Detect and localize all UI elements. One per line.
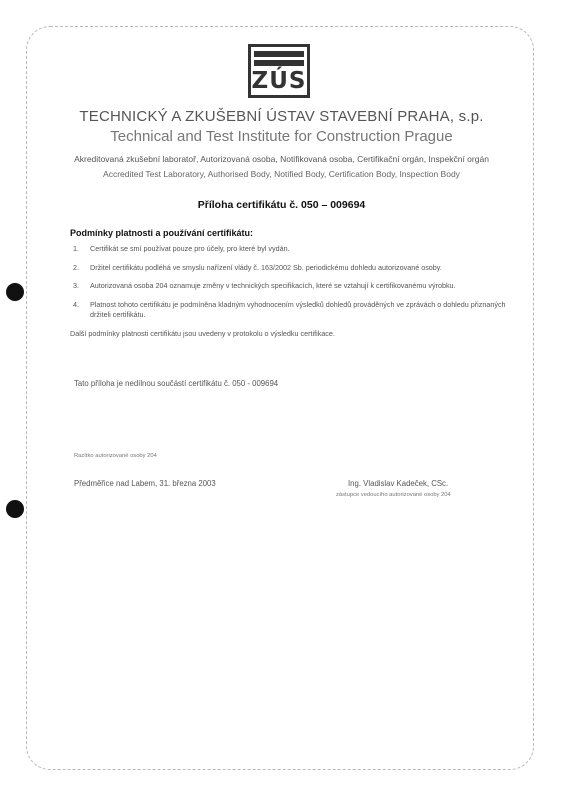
condition-item [70,263,510,274]
punch-hole [6,500,24,518]
stamp-label: Razítko autorizované osoby 204 [74,453,157,459]
condition-item [70,300,510,321]
punch-hole [6,283,24,301]
accreditation-en: Accredited Test Laboratory, Authorised Body, Notified Body, Certification Body, Inspection Body [103,169,460,179]
condition-item [70,244,510,255]
conditions-section [70,228,510,338]
annex-title: Příloha certifikátu č. 050 – 009694 [197,199,366,211]
annex-part-statement: Tato příloha je nedílnou součástí certifikátu č. 050 - 009694 [74,379,279,388]
signer-role: zástupce vedoucího autorizované osoby 204 [336,492,451,498]
accreditation-cz: Akreditovaná zkušební laboratoř, Autorizovaná osoba, Notifikovaná osoba, Certifikační orgán, Inspekční orgán [74,154,489,164]
condition-number: 1. [73,244,79,253]
condition-number: 3. [73,281,79,290]
logo-stripe [254,60,304,66]
signer-name: Ing. Vladislav Kadeček, CSc. [348,479,449,488]
conditions-title: Podmínky platnosti a používání certifikátu: [70,228,254,238]
institute-logo [248,44,310,98]
condition-text: Certifikát se smí používat pouze pro účely, pro které byl vydán. [90,244,290,253]
logo-text: ZÚS [251,68,307,94]
institute-name-en: Technical and Test Institute for Construction Prague [110,128,453,145]
condition-text: Platnost tohoto certifikátu je podmíněna kladným vyhodnocením výsledků dohledů prováděných ve zprávách o dohledu přiznaných držiteli certifikátu. [90,299,506,319]
condition-item [70,281,510,292]
condition-text: Držitel certifikátu podléhá ve smyslu nařízení vlády č. 163/2002 Sb. periodickému dohledu autorizované osoby. [90,262,442,272]
conditions-note: Další podmínky platnosti certifikátu jsou uvedeny v protokolu o výsledku certifikace. [70,328,335,338]
place-and-date: Předměřice nad Labem, 31. března 2003 [74,479,216,488]
condition-text: Autorizovaná osoba 204 oznamuje změny v technických specifikacích, které se vztahují k certifikovanému výrobku. [90,281,456,290]
logo-stripe [254,51,304,57]
institute-name-cz: TECHNICKÝ A ZKUŠEBNÍ ÚSTAV STAVEBNÍ PRAHA, s.p. [79,108,484,125]
condition-number: 4. [73,299,79,309]
condition-number: 2. [73,262,79,272]
